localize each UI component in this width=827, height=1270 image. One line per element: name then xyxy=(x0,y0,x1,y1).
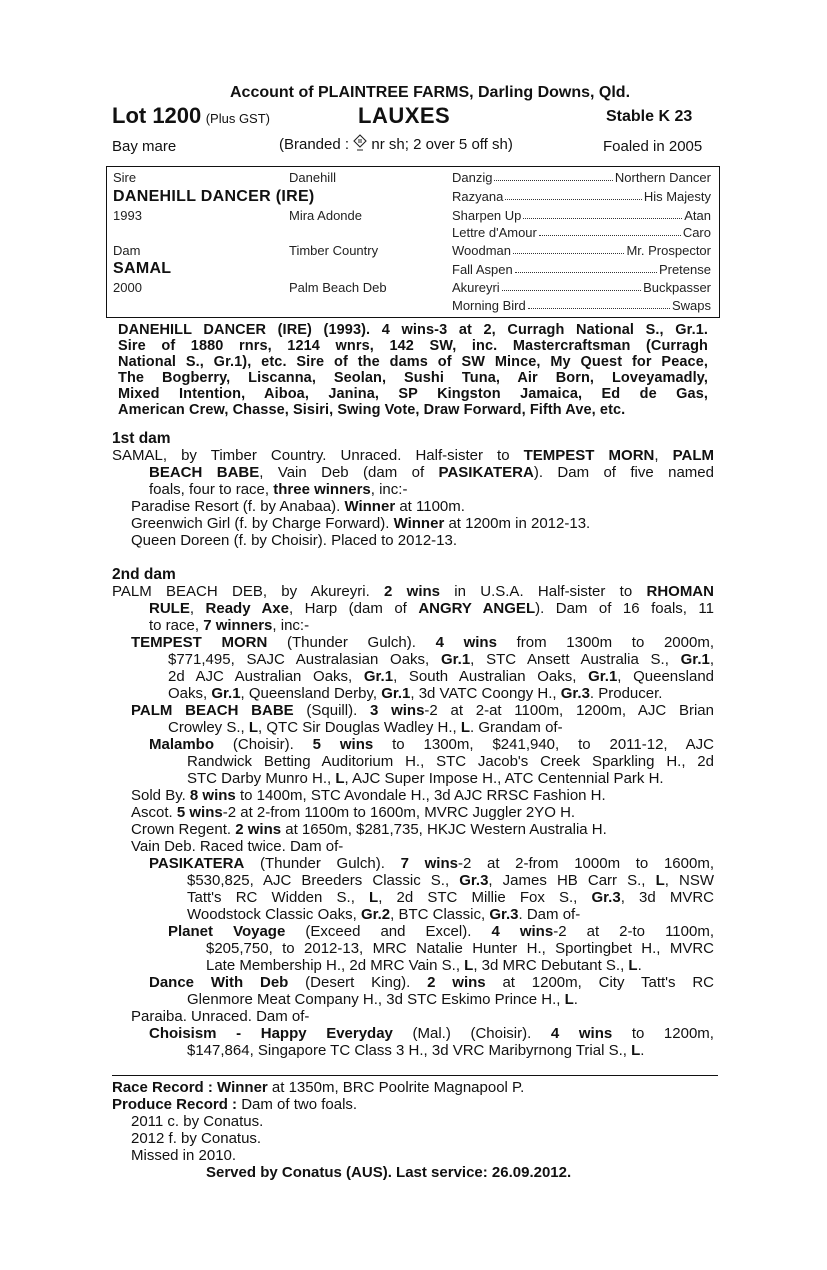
produce-record: Produce Record : Dam of two foals. xyxy=(112,1096,358,1113)
tempest-morn-line-4: Oaks, Gr.1, Queensland Derby, Gr.1, 3d VATC Coongy H., Gr.3. Producer. xyxy=(168,685,663,702)
palm-beach-babe-line-1: PALM BEACH BABE (Squill). 3 wins-2 at 2-at 1100m, 1200m, AJC Brian xyxy=(131,702,714,719)
dam-year: 2000 xyxy=(113,280,142,295)
sire-dam: Mira Adonde xyxy=(289,208,362,223)
sire-name: DANEHILL DANCER (IRE) xyxy=(113,188,315,205)
tempest-morn-line-3: 2d AJC Australian Oaks, Gr.1, South Australian Oaks, Gr.1, Queensland xyxy=(168,668,715,685)
pedigree-row-5: Woodman Mr. Prospector xyxy=(452,243,711,258)
second-dam-line-3: to race, 7 winners, inc:- xyxy=(149,617,310,634)
malambo-line-3: STC Darby Munro H., L, AJC Super Impose H., ATC Centennial Park H. xyxy=(187,770,664,787)
sire-sire: Danehill xyxy=(289,170,336,185)
planet-voyage-line-1: Planet Voyage (Exceed and Excel). 4 wins-2 at 2-to 1100m, xyxy=(168,923,714,940)
horse-name: LAUXES xyxy=(358,103,451,128)
foaled-year: Foaled in 2005 xyxy=(603,138,703,155)
second-dam-heading: 2nd dam xyxy=(112,566,176,583)
pedigree-table xyxy=(106,166,720,318)
first-dam-line-1: SAMAL, by Timber Country. Unraced. Half-sister to TEMPEST MORN, PALM xyxy=(112,447,714,464)
plus-gst: (Plus GST) xyxy=(205,111,271,126)
records-divider xyxy=(112,1075,718,1076)
pedigree-row-7: Akureyri Buckpasser xyxy=(452,280,711,295)
stable-number: Stable K 23 xyxy=(606,108,693,125)
choisism-line-1: Choisism - Happy Everyday (Mal.) (Choisir). 4 wins to 1200m, xyxy=(149,1025,714,1042)
produce-foal-2011: 2011 c. by Conatus. xyxy=(131,1113,264,1130)
pasikatera-line-1: PASIKATERA (Thunder Gulch). 7 wins-2 at 2-from 1000m to 1600m, xyxy=(149,855,714,872)
first-dam-heading: 1st dam xyxy=(112,430,171,447)
second-dam-line-1: PALM BEACH DEB, by Akureyri. 2 wins in U.S.A. Half-sister to RHOMAN xyxy=(112,583,714,600)
sire-label: Sire xyxy=(113,170,137,185)
account-line: Account of PLAINTREE FARMS, Darling Downs, Qld. xyxy=(230,84,631,101)
produce-foal-2012: 2012 f. by Conatus. xyxy=(131,1130,262,1147)
race-record: Race Record : Winner at 1350m, BRC Poolrite Magnapool P. xyxy=(112,1079,525,1096)
dance-with-deb-line-1: Dance With Deb (Desert King). 2 wins at 1200m, City Tatt's RC xyxy=(149,974,714,991)
served-by-line: Served by Conatus (AUS). Last service: 26.09.2012. xyxy=(206,1164,572,1181)
pasikatera-line-3: Tatt's RC Widden S., L, 2d STC Millie Fox S., Gr.3, 3d MVRC xyxy=(187,889,715,906)
malambo-line-1: Malambo (Choisir). 5 wins to 1300m, $241,940, to 2011-12, AJC xyxy=(149,736,714,753)
palm-beach-babe-line-2: Crowley S., L, QTC Sir Douglas Wadley H., L. Grandam of- xyxy=(168,719,563,736)
tempest-morn-line-1: TEMPEST MORN (Thunder Gulch). 4 wins from 1300m to 2000m, xyxy=(131,634,714,651)
ascot-line: Ascot. 5 wins-2 at 2-from 1100m to 1600m, MVRC Juggler 2YO H. xyxy=(131,804,576,821)
second-dam-line-2: RULE, Ready Axe, Harp (dam of ANGRY ANGEL). Dam of 16 foals, 11 xyxy=(149,600,715,617)
pasikatera-line-4: Woodstock Classic Oaks, Gr.2, BTC Classic, Gr.3. Dam of- xyxy=(187,906,581,923)
pedigree-row-2: Razyana His Majesty xyxy=(452,189,711,204)
choisism-line-2: $147,864, Singapore TC Class 3 H., 3d VRC Maribyrnong Trial S., L. xyxy=(187,1042,645,1059)
first-dam-line-3: foals, four to race, three winners, inc:- xyxy=(149,481,408,498)
brand-mark-icon xyxy=(353,134,367,152)
lot-heading xyxy=(112,103,270,129)
planet-voyage-line-3: Late Membership H., 2d MRC Vain S., L, 3d MRC Debutant S., L. xyxy=(206,957,642,974)
foal-queen-doreen: Queen Doreen (f. by Choisir). Placed to 2012-13. xyxy=(131,532,458,549)
pedigree-row-4: Lettre d'Amour Caro xyxy=(452,225,711,240)
dam-name: SAMAL xyxy=(113,260,172,277)
sex-color: Bay mare xyxy=(112,138,177,155)
dam-label: Dam xyxy=(113,243,141,258)
dance-with-deb-line-2: Glenmore Meat Company H., 3d STC Eskimo Prince H., L. xyxy=(187,991,578,1008)
lot-number: Lot 1200 xyxy=(112,103,202,128)
dam-sire: Timber Country xyxy=(289,243,379,258)
foal-paradise-resort: Paradise Resort (f. by Anabaa). Winner at 1100m. xyxy=(131,498,465,515)
sire-summary: DANEHILL DANCER (IRE) (1993). 4 wins-3 at 2, Curragh National S., Gr.1. Sire of 1880 rnrs, 1214 wnrs, 142 SW, inc. Mastercraftsman (Curragh National S., Gr.1), etc. Sire of the dams of SW Mince, My Quest for Peace, The Bogberry, Liscanna, Seolan, Sushi Tuna, Air Born, Loveyamadly, Mixed Intention, Aiboa, Janina, SP Kingston Jamaica, Ed de Gas, American Crew, Chasse, Sisiri, Swing Vote, Draw Forward, Fifth Ave, etc. xyxy=(118,322,708,418)
planet-voyage-line-2: $205,750, to 2012-13, MRC Natalie Hunter H., Sportingbet H., MVRC xyxy=(206,940,714,957)
first-dam-line-2: BEACH BABE, Vain Deb (dam of PASIKATERA). Dam of five named xyxy=(149,464,714,481)
malambo-line-2: Randwick Betting Auditorium H., STC Jacob's Creek Sparkling H., 2d xyxy=(187,753,714,770)
foal-greenwich-girl: Greenwich Girl (f. by Charge Forward). Winner at 1200m in 2012-13. xyxy=(131,515,591,532)
vain-deb-line: Vain Deb. Raced twice. Dam of- xyxy=(131,838,344,855)
produce-missed-2010: Missed in 2010. xyxy=(131,1147,237,1164)
tempest-morn-line-2: $771,495, SAJC Australasian Oaks, Gr.1, STC Ansett Australia S., Gr.1, xyxy=(168,651,714,668)
dam-dam: Palm Beach Deb xyxy=(289,280,387,295)
pedigree-row-6: Fall Aspen Pretense xyxy=(452,262,711,277)
crown-regent-line: Crown Regent. 2 wins at 1650m, $281,735, HKJC Western Australia H. xyxy=(131,821,607,838)
pasikatera-line-2: $530,825, AJC Breeders Classic S., Gr.3, James HB Carr S., L, NSW xyxy=(187,872,714,889)
paraiba-line: Paraiba. Unraced. Dam of- xyxy=(131,1008,310,1025)
sold-by-line: Sold By. 8 wins to 1400m, STC Avondale H., 3d AJC RRSC Fashion H. xyxy=(131,787,606,804)
pedigree-row-8: Morning Bird Swaps xyxy=(452,298,711,313)
brand-description: (Branded : nr sh; 2 over 5 off sh) xyxy=(279,136,513,153)
pedigree-row-1: Danzig Northern Dancer xyxy=(452,170,711,185)
pedigree-row-3: Sharpen Up Atan xyxy=(452,208,711,223)
sire-year: 1993 xyxy=(113,208,142,223)
